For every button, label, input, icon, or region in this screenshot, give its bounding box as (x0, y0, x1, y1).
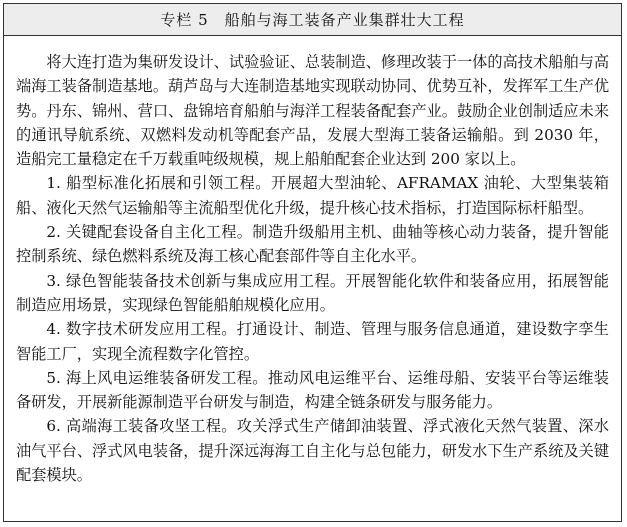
project-item-4: 4. 数字技术研发应用工程。打通设计、制造、管理与服务信息通道，建设数字孪生智能工厂，实现全流程数字化管控。 (16, 320, 609, 363)
column-body (4, 36, 621, 487)
project-item-2: 2. 关键配套设备自主化工程。制造升级船用主机、曲轴等核心动力装备，提升智能控制系统、绿色燃料系统及海工核心配套部件等自主化水平。 (16, 223, 609, 266)
project-item-6: 6. 高端海工装备攻坚工程。攻关浮式生产储卸油装置、浮式液化天然气装置、深水油气平台、浮式风电装备，提升深远海海工自主化与总包能力，研发水下生产系统及关键配套模块。 (16, 417, 609, 485)
project-item-5: 5. 海上风电运维装备研发工程。推动风电运维平台、运维母船、安装平台等运维装备研发，开展新能源制造平台研发与制造，构建全链条研发与服务能力。 (16, 368, 609, 412)
special-column-box (3, 3, 622, 522)
column-title: 专栏 5 船舶与海工装备产业集群壮大工程 (4, 4, 621, 36)
intro-paragraph: 将大连打造为集研发设计、试验验证、总装制造、修理改装于一体的高技术船舶与高端海工装备制造基地。葫芦岛与大连制造基地实现联动协同、优势互补，发挥军工生产优势。丹东、锦州、营口、盘锦培育船舶与海洋工程装备配套产业。鼓励企业创制适应未来的通讯导航系统、双燃料发动机等配套产品，发展大型海工装备运输船。到 2030 年，造船完工量稳定在千万载重吨级规模，规上船舶配套企业达到 200 家以上。 (16, 53, 609, 169)
project-item-3: 3. 绿色智能装备技术创新与集成应用工程。开展智能化软件和装备应用，拓展智能制造应用场景，实现绿色智能船舶规模化应用。 (16, 271, 609, 314)
project-item-1: 1. 船型标准化拓展和引领工程。开展超大型油轮、AFRAMAX 油轮、大型集装箱船、液化天然气运输船等主流船型优化升级，提升核心技术指标，打造国际标杆船型。 (16, 174, 609, 217)
